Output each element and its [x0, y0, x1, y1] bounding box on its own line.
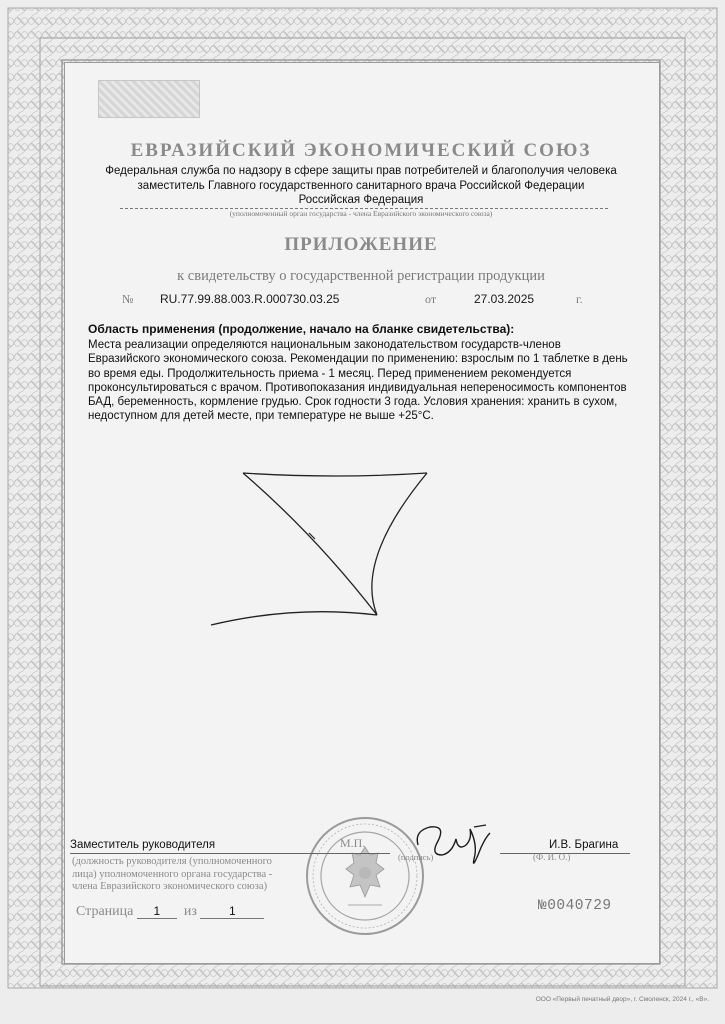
page-label: Страница [76, 904, 134, 919]
registration-date: 27.03.2025 [474, 292, 535, 306]
registration-date-label: от [425, 292, 437, 306]
page-of-label: из [183, 904, 197, 919]
position-caption-line-2: лица) уполномоченного органа государства - [72, 868, 273, 880]
signer-position-rule [70, 853, 390, 854]
registration-number-label: № [122, 292, 134, 306]
position-caption-line-3: члена Евразийского экономического союза) [72, 881, 268, 892]
page-current: 1 [137, 904, 177, 919]
seal-place-label: М.П. [340, 836, 366, 850]
blank-serial-number: №0040729 [538, 898, 612, 914]
scope-heading: Область применения (продолжение, начало на бланке свидетельства): [88, 322, 515, 336]
signer-name: И.В. Брагина [549, 839, 619, 851]
registration-year-suffix: г. [576, 292, 583, 306]
union-title: ЕВРАЗИЙСКИЙ ЭКОНОМИЧЕСКИЙ СОЮЗ [130, 140, 592, 161]
signature-label: (подпись) [398, 852, 434, 862]
authority-line-3: Российская Федерация [298, 194, 424, 206]
document-subtitle: к свидетельству о государственной регистрации продукции [177, 268, 545, 284]
authority-line-1: Федеральная служба по надзору в сфере защиты прав потребителей и благополучия человека [105, 165, 617, 177]
authority-block [64, 164, 658, 208]
fio-label: (Ф. И. О.) [533, 852, 571, 862]
position-caption [72, 856, 332, 894]
registration-number: RU.77.99.88.003.R.000730.03.25 [160, 292, 340, 306]
scope-body: Места реализации определяются национальным законодательством государств-членов Евразийского экономического союза. Рекомендации по применению: взрослым по 1 таблетке в день во время еды. Продолжительность приема - 1 месяц. Перед применением рекомендуется проконсультироваться с врачом. Противопоказания индивидуальная непереносимость компонентов БАД, беременность, кормление грудью. Срок годности 3 года. Условия хранения: хранить в сухом, недоступном для детей месте, при температуре не выше +25°С. [88, 339, 628, 423]
signer-position: Заместитель руководителя [70, 839, 216, 851]
printer-imprint: ООО «Первый печатный двор», г. Смоленск, 2024 г., «В». [535, 996, 709, 1003]
page-counter [76, 904, 264, 920]
authority-caption: (уполномоченный орган государства - члена Евразийского экономического союза) [229, 209, 493, 218]
page-total: 1 [200, 904, 264, 919]
handwritten-signature [412, 815, 494, 871]
position-caption-line-1: (должность руководителя (уполномоченного [72, 856, 272, 867]
cancellation-scribble [205, 465, 435, 635]
document-title: ПРИЛОЖЕНИЕ [284, 234, 438, 255]
hologram-sticker [98, 80, 200, 118]
authority-line-2: заместитель Главного государственного санитарного врача Российской Федерации [137, 179, 585, 192]
